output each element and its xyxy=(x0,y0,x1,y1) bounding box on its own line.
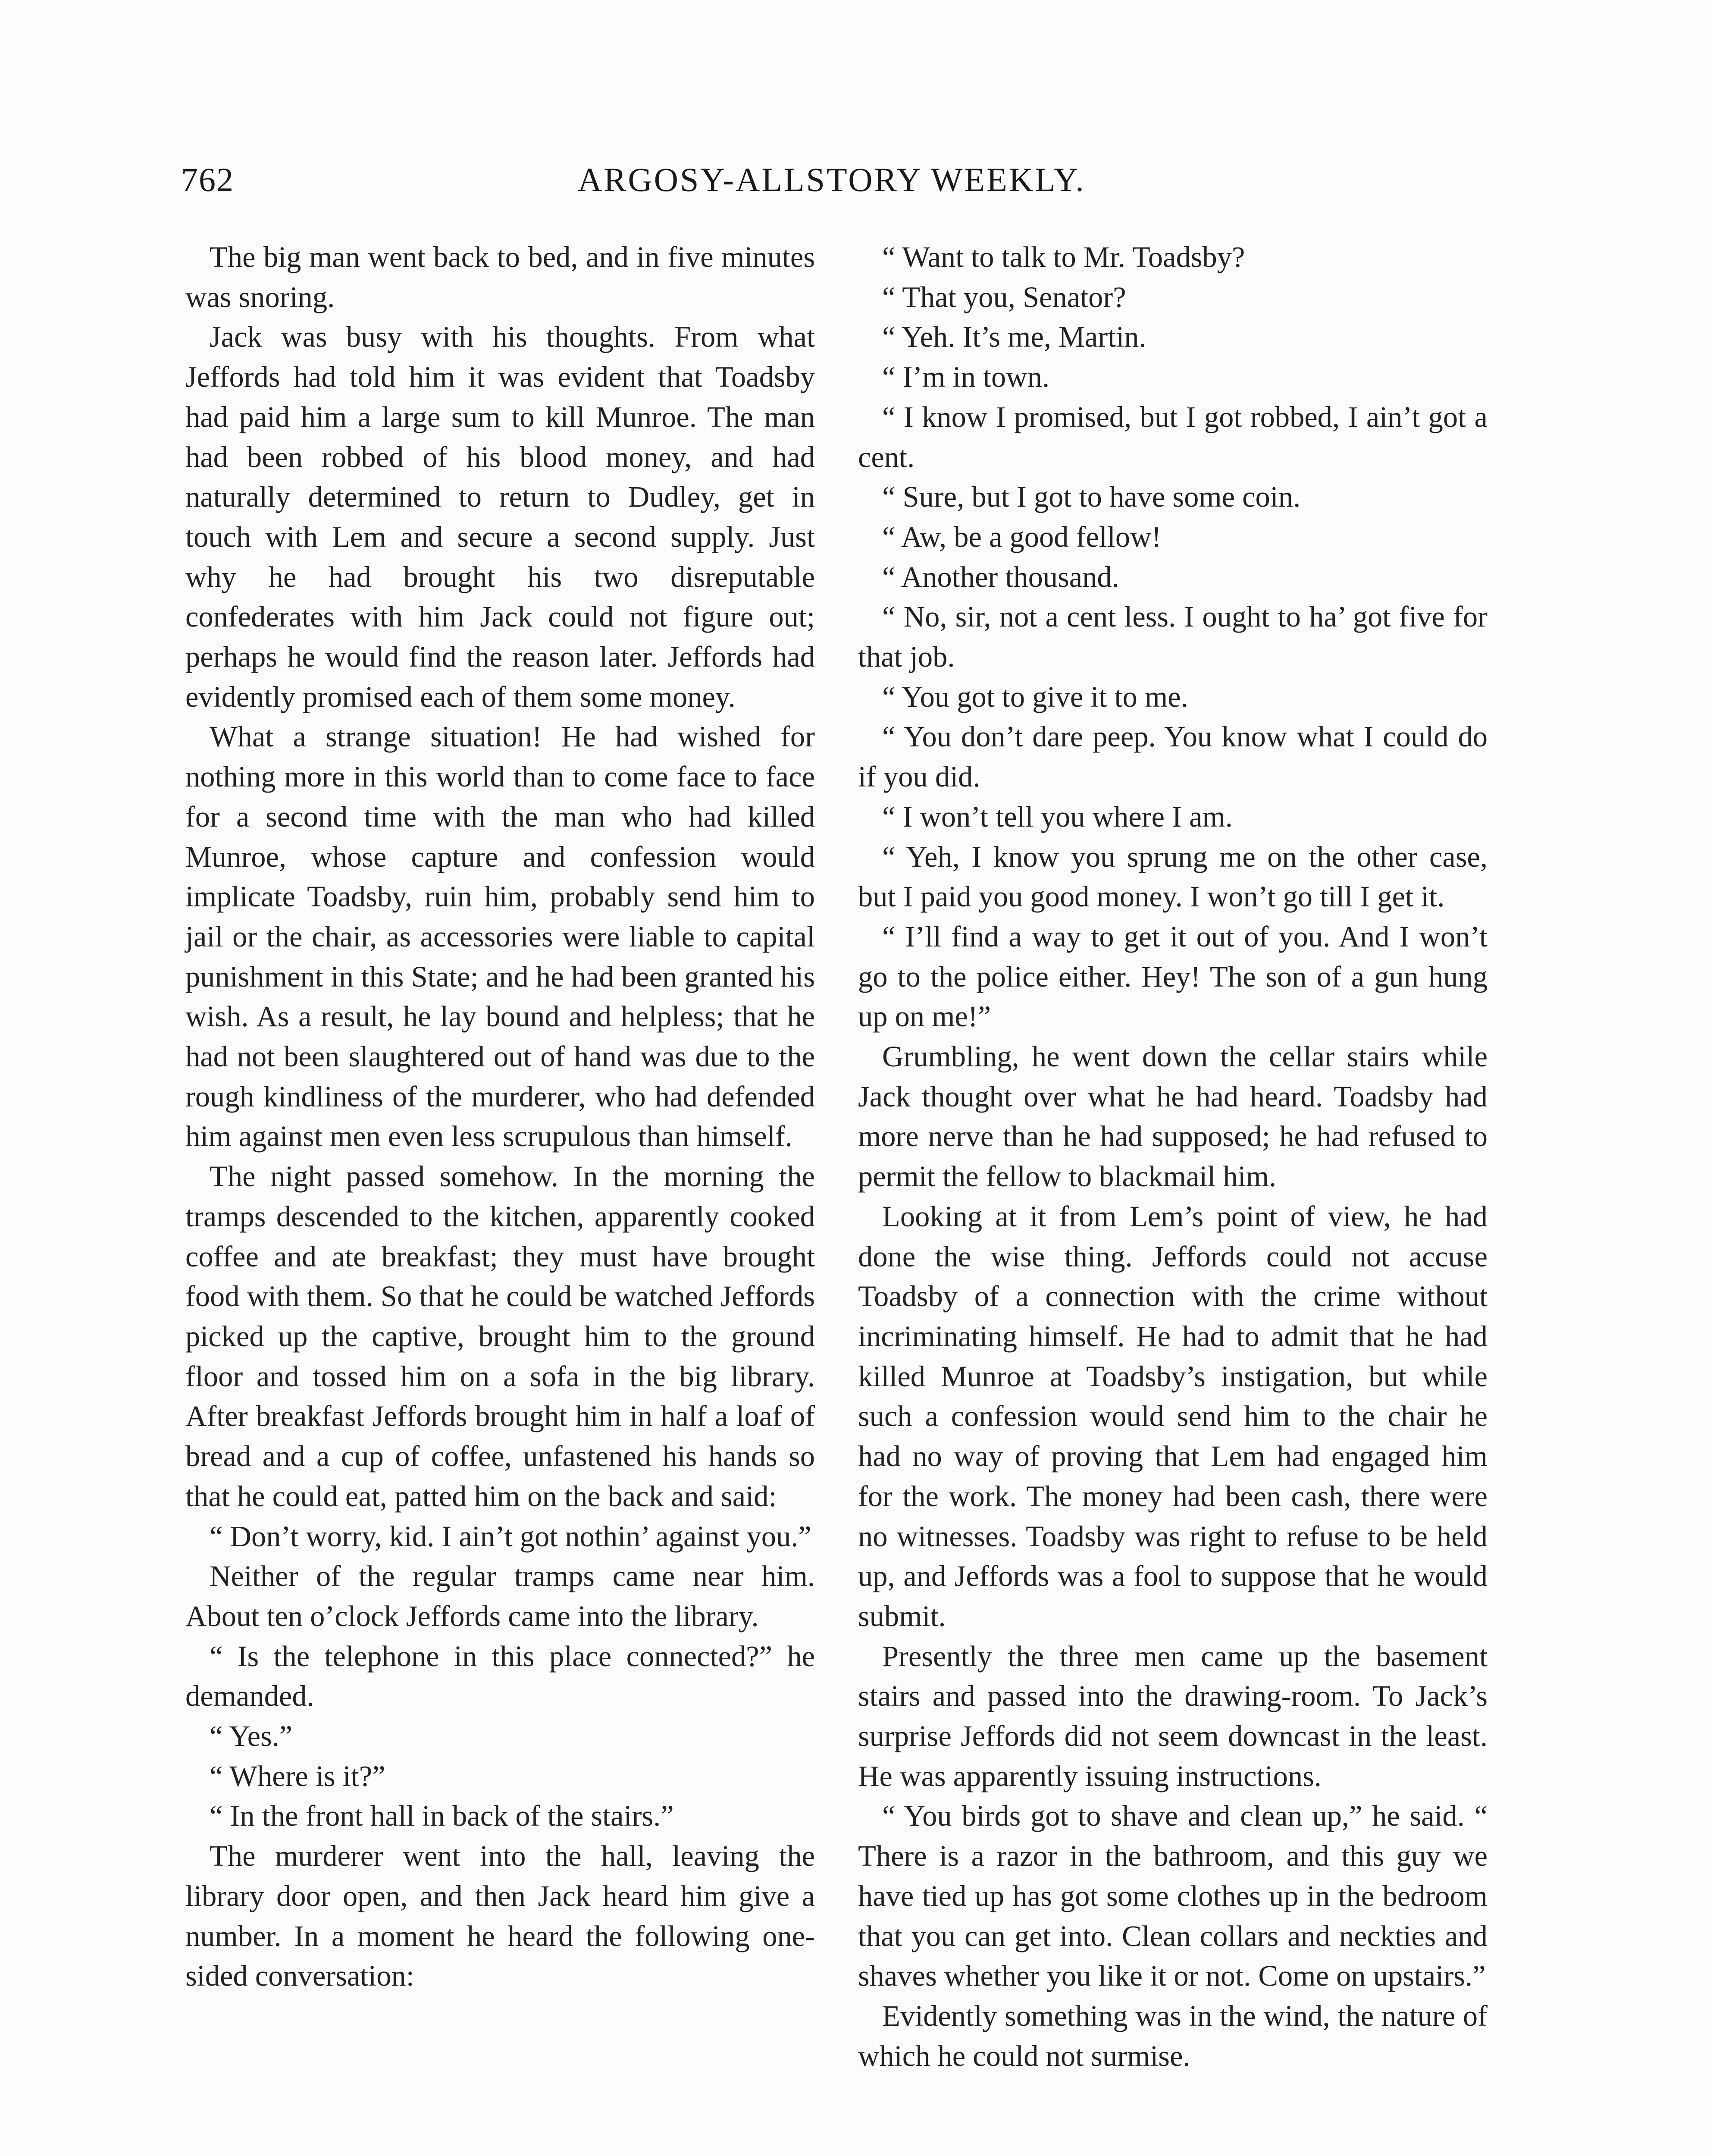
dialogue-line: “ Is the telephone in this place connected?” he demanded. xyxy=(185,1639,815,1713)
dialogue-line: “ Want to talk to Mr. Toadsby? xyxy=(882,241,1245,273)
paragraph: The murderer went into the hall, leaving the library door open, and then Jack heard him give a number. In a moment he heard the following one-sided conversation: xyxy=(185,1839,815,1993)
paragraph: Grumbling, he went down the cellar stairs while Jack thought over what he had heard. Toadsby had more nerve than he had supposed; he had refused to permit the fellow to blackmail him. xyxy=(858,1040,1488,1193)
dialogue-line: “ Don’t worry, kid. I ain’t got nothin’ against you.” xyxy=(210,1520,811,1553)
dialogue-line: “ Another thousand. xyxy=(882,560,1119,593)
dialogue-line: “ I know I promised, but I got robbed, I ain’t got a cent. xyxy=(858,400,1488,473)
paragraph: Jack was busy with his thoughts. From what Jeffords had told him it was evident that Toadsby had paid him a large sum to kill Munroe. The man had been robbed of his blood money, and had naturally determined to return to Dudley, get in touch with Lem and secure a second supply. Just why he had brought his two disreputable confederates with him Jack could not figure out; perhaps he would find the reason later. Jeffords had evidently promised each of them some money. xyxy=(185,320,815,713)
dialogue-line: “ I’ll find a way to get it out of you. And I won’t go to the police either. Hey! The son of a gun hung up on me!” xyxy=(858,920,1488,1033)
dialogue-line: “ Yeh, I know you sprung me on the other case, but I paid you good money. I won’t go till I get it. xyxy=(858,840,1488,913)
dialogue-line: “ Where is it?” xyxy=(210,1759,385,1792)
dialogue-line: “ In the front hall in back of the stairs.” xyxy=(210,1799,674,1833)
dialogue-line: “ No, sir, not a cent less. I ought to ha’ got five for that job. xyxy=(858,600,1488,674)
paragraph: Looking at it from Lem’s point of view, he had done the wise thing. Jeffords could not accuse Toadsby of a connection with the crime without incriminating himself. He had to admit that he had killed Munroe at Toadsby’s instigation, but while such a confession would send him to the chair he had no way of proving that Lem had engaged him for the work. The money had been cash, there were no witnesses. Toadsby was right to refuse to be held up, and Jeffords was a fool to suppose that he would submit. xyxy=(858,1200,1488,1633)
dialogue-line: “ You don’t dare peep. You know what I could do if you did. xyxy=(858,720,1488,793)
paragraph: The big man went back to bed, and in five minutes was snoring. xyxy=(185,241,815,313)
dialogue-line: “ You birds got to shave and clean up,” he said. “ There is a razor in the bathroom, and this guy we have tied up has got some clothes up in the bedroom that you can get into. Clean collars and neckties and shaves whether you like it or not. Come on upstairs.” xyxy=(858,1799,1488,1993)
dialogue-line: “ You got to give it to me. xyxy=(882,680,1188,713)
paragraph: The night passed somehow. In the morning the tramps descended to the kitchen, apparently cooked coffee and ate breakfast; they must have brought food with them. So that he could be watched Jeffords picked up the captive, brought him to the ground floor and tossed him on a sofa in the big library. After breakfast Jeffords brought him in half a loaf of bread and a cup of coffee, unfastened his hands so that he could eat, patted him on the back and said: xyxy=(185,1160,815,1513)
right-column xyxy=(858,237,1488,2076)
paragraph: Neither of the regular tramps came near him. About ten o’clock Jeffords came into the library. xyxy=(185,1560,815,1633)
dialogue-line: “ I won’t tell you where I am. xyxy=(882,800,1233,833)
dialogue-line: “ That you, Senator? xyxy=(882,280,1126,313)
running-head: ARGOSY-ALLSTORY WEEKLY. xyxy=(578,161,1086,198)
paragraph: Presently the three men came up the basement stairs and passed into the drawing-room. To Jack’s surprise Jeffords did not seem downcast in the least. He was apparently issuing instructions. xyxy=(858,1639,1488,1792)
dialogue-line: “ Aw, be a good fellow! xyxy=(882,520,1162,553)
paragraph: What a strange situation! He had wished for nothing more in this world than to come face to face for a second time with the man who had killed Munroe, whose capture and confession would implicate Toadsby, ruin him, probably send him to jail or the chair, as accessories were liable to capital punishment in this State; and he had been granted his wish. As a result, he lay bound and helpless; that he had not been slaughtered out of hand was due to the rough kindliness of the murderer, who had defended him against men even less scrupulous than himself. xyxy=(185,720,815,1153)
dialogue-line: “ I’m in town. xyxy=(882,360,1050,394)
dialogue-line: “ Sure, but I got to have some coin. xyxy=(882,480,1301,514)
page-number: 762 xyxy=(181,161,234,198)
dialogue-line: “ Yeh. It’s me, Martin. xyxy=(882,320,1146,354)
paragraph: Evidently something was in the wind, the nature of which he could not surmise. xyxy=(858,1999,1488,2072)
left-column xyxy=(185,237,815,1996)
dialogue-line: “ Yes.” xyxy=(210,1720,293,1753)
